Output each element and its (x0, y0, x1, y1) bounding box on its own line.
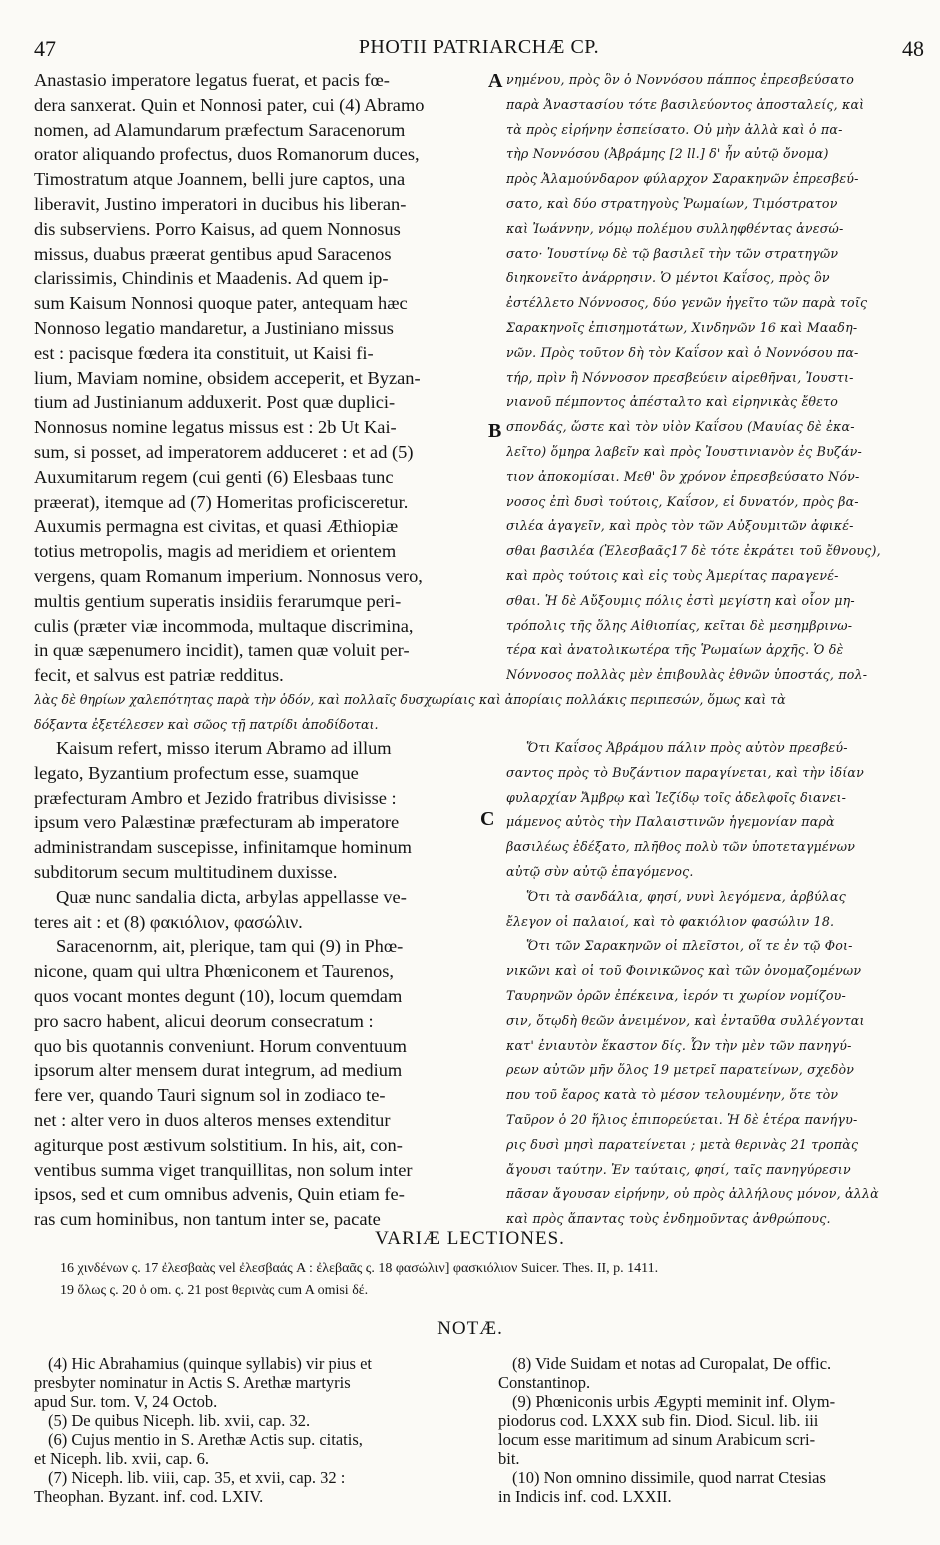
greek-line: λεῖτο) ὅμηρα λαβεῖν καὶ πρὸς Ἰουστινιανὸν ἐς Βυζάν- (506, 443, 862, 459)
greek-line: Σαρακηνοῖς ἐπισημοτάτων, Χινδηνῶν 16 καὶ Μααδη- (506, 319, 858, 335)
greek-line: Ὅτι τὰ σανδάλια, φησί, νυνὶ λεγόμενα, ἀρβύλας (526, 888, 846, 904)
note-line: (6) Cujus mentio in S. Arethæ Actis sup. citatis, (48, 1430, 363, 1449)
latin-line: Auxumis permagna est civitas, et quasi Æthiopiæ (34, 516, 399, 537)
latin-line: dera sanxerat. Quin et Nonnosi pater, cui (4) Abramo (34, 94, 425, 115)
latin-line: Timostratum atque Joannem, belli jure captos, una (34, 169, 406, 190)
latin-line: Quæ nunc sandalia dicta, arbylas appellasse ve- (56, 886, 407, 907)
greek-line: πρὸς Ἀλαμούνδαρον φύλαρχον Σαρακηνῶν ἐπρεσβεύ- (506, 171, 859, 187)
latin-line: pro sacro habent, alicui deorum consecratum : (34, 1010, 374, 1031)
margin-letter-a: A (488, 70, 503, 92)
greek-line: βασιλέως ἐδέξατο, πλῆθος πολὺ τῶν ὑποτεταγμένων (506, 839, 856, 855)
latin-line: net : alter vero in duos alteros menses extenditur (34, 1109, 391, 1130)
greek-line: Ὅτι τῶν Σαρακηνῶν οἱ πλεῖστοι, οἵ τε ἐν τῷ Φοι- (526, 938, 853, 954)
note-line: (10) Non omnino dissimile, quod narrat Ctesias (512, 1468, 826, 1487)
latin-line: liberavit, Justino imperatori in ducibus his liberan- (34, 193, 407, 214)
note-line: (9) Phœniconis urbis Ægypti meminit inf. Olym- (512, 1392, 836, 1411)
greek-line: Ταῦρον ὁ 20 ἥλιος ἐπιπορεύεται. Ἡ δὲ ἑτέρα πανήγυ- (506, 1111, 858, 1127)
greek-line: ἐστέλλετο Νόννοσος, δύο γενῶν ἡγεῖτο τῶν παρὰ τοῖς (506, 295, 868, 311)
greek-line: μάμενος αὐτὸς τὴν Παλαιστινῶν ἡγεμονίαν παρὰ (506, 814, 835, 830)
greek-line: Νόννοσος πολλὰς μὲν ἐπιβουλὰς ἐθνῶν ὑποστάς, πολ- (506, 667, 868, 683)
latin-column-2 (34, 736, 476, 1232)
latin-line: missus, duabus præerat gentibus apud Saracenos (34, 243, 392, 264)
greek-line: κατ' ἐνιαυτὸν ἕκαστον δίς. Ὧν τὴν μὲν τῶν πανηγύ- (506, 1037, 852, 1053)
note-line: (5) De quibus Niceph. lib. xvii, cap. 32. (48, 1411, 311, 1430)
latin-line: sum, si posset, ad imperatorem adduceret : et ad (5) (34, 441, 414, 462)
latin-line: in quæ sæpenumero incidit), tamen quæ voluit per- (34, 640, 410, 661)
greek-column-1 (506, 68, 924, 688)
running-header (34, 36, 924, 66)
greek-line: νῶν. Πρὸς τοῦτον δὴ τὸν Καΐσον καὶ ὁ Νοννόσου πα- (506, 344, 859, 360)
greek-line: σαντος πρὸς τὸ Βυζάντιον παραγίνεται, καὶ τὴν ἰδίαν (506, 764, 864, 780)
greek-line: καὶ πρὸς τούτοις καὶ εἰς τοὺς Ἀμερίτας παραγενέ- (506, 567, 839, 583)
greek-line: σθαι βασιλέα (Ἐλεσβαᾶς17 δὲ τότε ἐκράτει τοῦ ἔθνους), (506, 543, 881, 559)
note-line: (8) Vide Suidam et notas ad Curopalat, De offic. (512, 1354, 832, 1373)
latin-line: clarissimis, Chindinis et Maadenis. Ad quem ip- (34, 268, 389, 289)
greek-line: σθαι. Ἡ δὲ Αὔξουμις πόλις ἐστὶ μεγίστη καὶ οἷον μη- (506, 592, 855, 608)
greek-line: λὰς δὲ θηρίων χαλεπότητας παρὰ τὴν ὁδόν, καὶ πολλαῖς δυσχωρίαις καὶ ἀπορίαις πολλάκις περιπεσών, ὅμως καὶ τὰ (34, 692, 786, 707)
greek-line: νικῶνι καὶ οἱ τοῦ Φοινικῶνος καὶ τῶν ὀνομαζομένων (506, 963, 862, 979)
variant-line: 19 ὅλως ς. 20 ὁ om. ς. 21 post θερινὰς cum A omisi δέ. (60, 1283, 369, 1298)
latin-line: nicone, quam qui ultra Phœniconem et Taurenos, (34, 961, 394, 982)
greek-line: καὶ Ἰωάννην, νόμῳ πολέμου συλληφθέντας ἀνεσώ- (506, 220, 844, 236)
latin-line: Kaisum refert, misso iterum Abramo ad illum (56, 738, 392, 758)
latin-line: fecit, et salvus est patriæ redditus. (34, 665, 284, 686)
greek-line: Ὅτι Καΐσος Ἀβράμου πάλιν πρὸς αὐτὸν πρεσβεύ- (526, 740, 848, 755)
latin-line: ventibus summa viget tranquillitas, non solum inter (34, 1159, 413, 1180)
greek-line: ἄγουσι ταύτην. Ἐν ταύταις, φησί, ταῖς πανηγύρεσιν (506, 1161, 851, 1177)
note-line: piodorus cod. LXXX sub fin. Diod. Sicul. lib. iii (498, 1411, 819, 1430)
latin-line: teres ait : et (8) φακιόλιον, φασώλιν. (34, 911, 303, 932)
latin-line: orator aliquando profectus, duos Romanorum duces, (34, 144, 420, 165)
latin-line: tium ad Justinianum adduxerit. Post quæ duplici- (34, 392, 396, 413)
running-title: PHOTII PATRIARCHÆ CP. (358, 36, 600, 58)
greek-line: τιον ἀποκομίσαι. Μεθ' ὃν χρόνον ἐπρεσβεύσατο Νόν- (506, 468, 860, 484)
latin-line: fere ver, quando Tauri signum sol in zodiaco te- (34, 1085, 386, 1106)
greek-column-2 (506, 736, 924, 1232)
latin-line: Auxumitarum regem (cui genti (6) Elesbaas tunc (34, 466, 394, 487)
latin-line: Saracenornm, ait, plerique, tam qui (9) in Phœ- (56, 936, 404, 957)
greek-line: τέρα καὶ ἀνατολικωτέρα τῆς Ῥωμαίων ἀρχῆς. Ὁ δὲ (506, 642, 844, 658)
note-line: bit. (498, 1449, 520, 1468)
latin-line: ipsum vero Palæstinæ præfecturam ab imperatore (34, 812, 400, 833)
greek-line: σπονδάς, ὥστε καὶ τὸν υἱὸν Καΐσου (Μαυίας δὲ ἐκα- (506, 419, 855, 435)
greek-line: σατο, καὶ δύο στρατηγοὺς Ῥωμαίων, Τιμόστρατον (506, 195, 838, 211)
greek-line: καὶ πρὸς ἅπαντας τοὺς ἐνδημοῦντας ἀνθρώπους. (506, 1211, 831, 1227)
note-line: et Niceph. lib. xvii, cap. 6. (34, 1449, 210, 1468)
latin-line: totius metropolis, magis ad meridiem et orientem (34, 541, 397, 562)
latin-line: quos vocant montes degunt (10), locum quemdam (34, 985, 403, 1006)
latin-line: nomen, ad Alamundarum præfectum Saracenorum (34, 119, 406, 140)
latin-line: agiturque post æstivum solstitium. In his, ait, con- (34, 1134, 403, 1155)
page-number-right: 48 (902, 36, 924, 61)
latin-line: est : pacisque fœdera ita constituit, ut Kaisi fi- (34, 342, 374, 363)
note-line: Theophan. Byzant. inf. cod. LXIV. (34, 1487, 264, 1506)
latin-line: ipsos, sed et cum omnibus advenis, Quin etiam fe- (34, 1184, 405, 1205)
notes-right-column (498, 1354, 924, 1506)
greek-full-width (34, 688, 924, 738)
greek-line: τὴρ Νοννόσου (Ἀβράμης [2 ll.] δ' ἦν αὐτῷ ὄνομα) (506, 146, 829, 162)
greek-line: δόξαντα ἐξετέλεσεν καὶ σῶος τῇ πατρίδι ἀποδίδοται. (34, 716, 379, 732)
notes-left-column (34, 1354, 474, 1506)
latin-line: legato, Byzantium profectum esse, suamque (34, 762, 359, 783)
latin-line: sum Kaisum Nonnosi quoque pater, antequam hæc (34, 293, 408, 314)
greek-line: σιν, ὅτῳδὴ θεῶν ἀνειμένον, καὶ ἐνταῦθα συλλέγονται (506, 1012, 865, 1028)
greek-line: ἔλεγον οἱ παλαιοί, καὶ τὸ φακιόλιον φασώλιν 18. (506, 913, 835, 929)
greek-line: σιλέα ἀγαγεῖν, καὶ πρὸς τὸν τῶν Αὐξουμιτῶν ἀφικέ- (506, 518, 854, 534)
note-line: in Indicis inf. cod. LXXII. (498, 1487, 672, 1506)
latin-line: quo bis quotannis conveniunt. Horum conventuum (34, 1035, 407, 1056)
greek-line: φυλαρχίαν Ἄμβρῳ καὶ Ἰεζίδῳ τοῖς ἀδελφοῖς διανει- (506, 789, 847, 805)
margin-letter-b: B (488, 420, 502, 442)
greek-line: ρις δυσὶ μησὶ παρατείνεται ; μετὰ θερινὰς 21 τροπὰς (506, 1136, 859, 1152)
greek-line: τήρ, πρὶν ἢ Νόννοσον πρεσβεύειν αἱρεθῆναι, Ἰουστι- (506, 369, 854, 385)
latin-line: Nonnosus nomine legatus missus est : 2b Ut Kai- (34, 417, 397, 438)
notae-title: NOTÆ. (437, 1318, 503, 1339)
greek-line: πᾶσαν ἄγουσαν εἰρήνην, οὐ πρὸς ἀλλήλους μόνον, ἀλλὰ (506, 1186, 879, 1202)
latin-line: dis subserviens. Porro Kaisus, ad quem Nonnosus (34, 218, 401, 239)
note-line: (4) Hic Abrahamius (quinque syllabis) vir pius et (48, 1354, 372, 1373)
latin-line: culis (præter viæ incommoda, multaque discrimina, (34, 615, 414, 636)
greek-line: σατο· Ἰουστίνῳ δὲ τῷ βασιλεῖ τὴν τῶν στρατηγῶν (506, 245, 839, 261)
greek-line: νοσος ἐπὶ δυσὶ τούτοις, Καΐσον, εἰ δυνατόν, πρὸς βα- (506, 493, 859, 509)
note-line: apud Sur. tom. V, 24 Octob. (34, 1392, 218, 1411)
latin-line: lium, Maviam nomine, obsidem acceperit, et Byzan- (34, 367, 421, 388)
note-line: locum esse maritimum ad sinum Arabicum scri- (498, 1430, 816, 1449)
latin-column-1 (34, 68, 484, 688)
latin-line: ipsorum alter mensem durat integrum, ad medium (34, 1060, 403, 1081)
note-line: Constantinop. (498, 1373, 591, 1392)
note-line: presbyter nominatur in Actis S. Arethæ martyris (34, 1373, 351, 1392)
variant-line: 16 χινδένων ς. 17 ἐλεσβαὰς vel ἐλεσβαάς A : ἐλεβαᾶς ς. 18 φασώλιν] φασκιόλιον Suicer. Thes. II, p. 1411. (60, 1261, 659, 1276)
latin-line: ras cum hominibus, non tantum inter se, pacate (34, 1209, 381, 1230)
variae-lectiones (60, 1258, 920, 1302)
latin-line: vergens, quam Romanum imperium. Nonnosus vero, (34, 565, 423, 586)
latin-line: subditorum secum multitudinem duxisse. (34, 861, 338, 882)
margin-letter-c: C (480, 808, 495, 830)
greek-line: νημένου, πρὸς ὃν ὁ Νοννόσου πάππος ἐπρεσβεύσατο (506, 72, 855, 87)
greek-line: που τοῦ ἔαρος κατὰ τὸ μέσον τελουμένην, ὅτε τὸν (506, 1087, 839, 1103)
note-line: (7) Niceph. lib. viii, cap. 35, et xvii, cap. 32 : (48, 1468, 346, 1487)
greek-line: διηκονεῖτο ἀνάρρησιν. Ὁ μέντοι Καΐσος, πρὸς ὃν (506, 270, 830, 286)
greek-line: τρόπολις τῆς ὅλης Αἰθιοπίας, κεῖται δὲ μεσημβρινω- (506, 617, 853, 633)
page-number-left: 47 (34, 36, 56, 61)
greek-line: τὰ πρὸς εἰρήνην ἐσπείσατο. Οὐ μὴν ἀλλὰ καὶ ὁ πα- (506, 121, 843, 137)
latin-line: præerat), itemque ad (7) Homeritas proficisceretur. (34, 491, 409, 512)
latin-line: præfecturam Ambro et Jezido fratribus divisisse : (34, 787, 397, 808)
latin-line: Anastasio imperatore legatus fuerat, et pacis fœ- (34, 70, 390, 90)
greek-line: νιανοῦ πέμποντος ἀπέσταλτο καὶ εἰρηνικὰς ἔθετο (506, 394, 839, 410)
latin-line: Nonnoso legatio mandaretur, a Justiniano missus (34, 317, 394, 338)
greek-line: αὐτῷ σὺν αὐτῷ ἐπαγόμενος. (506, 863, 694, 879)
greek-line: παρὰ Ἀναστασίου τότε βασιλεύοντος ἀποσταλείς, καὶ (506, 96, 865, 112)
variae-title: VARIÆ LECTIONES. (375, 1228, 565, 1249)
latin-line: administrandam suscepisse, infinitamque hominum (34, 837, 412, 858)
greek-line: Ταυρηνῶν ὀρῶν ἐπέκεινα, ἱερόν τι χωρίον νομίζου- (506, 987, 846, 1003)
latin-line: multis gentium superatis insidiis ferarumque peri- (34, 590, 402, 611)
greek-line: ρεων αὐτῶν μῆν ὅλος 19 μετρεῖ παρατείνων, σχεδὸν (506, 1062, 855, 1078)
